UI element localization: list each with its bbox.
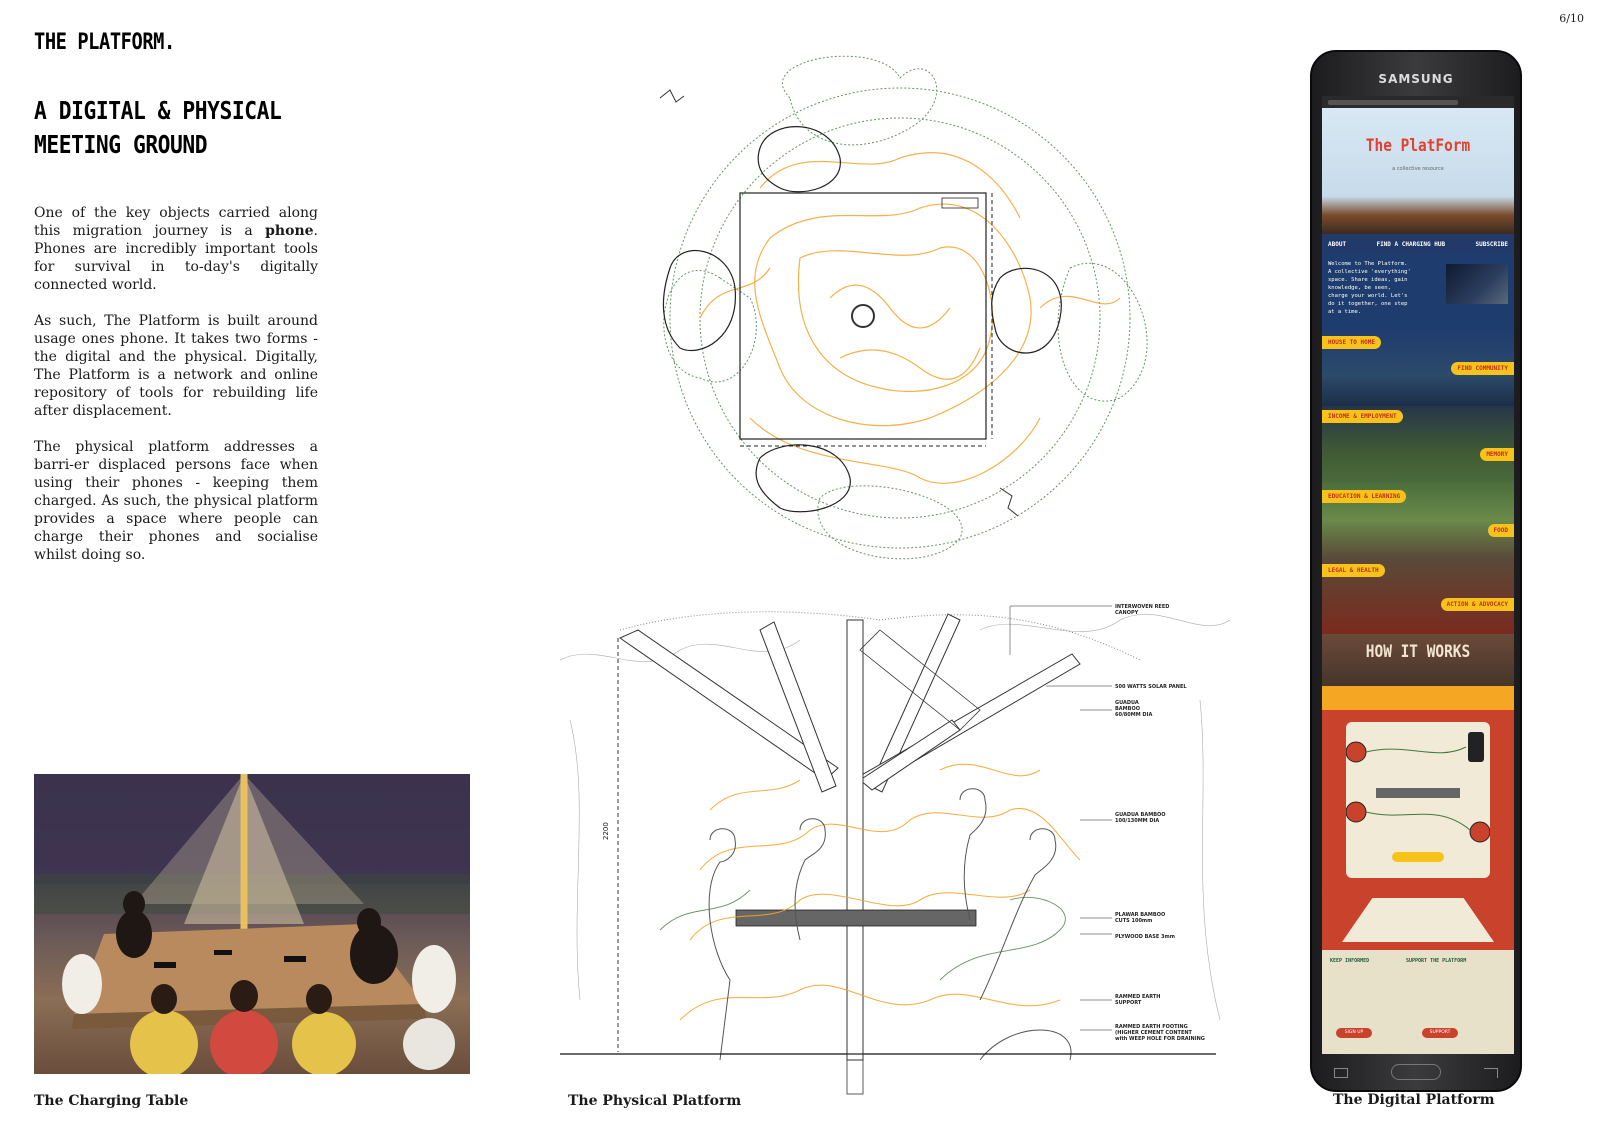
welcome-text: Welcome to The Platform. A collective 'everything' space. Share ideas, gain knowledge, be seen, charge your world. Let's do it together, one step at a time. (1328, 261, 1411, 315)
phone-mockup (1310, 50, 1522, 1092)
site-footer (1322, 950, 1514, 1054)
category-food: FOOD (1488, 524, 1514, 537)
category-find-community: FIND COMMUNITY (1451, 362, 1514, 375)
phone-screen (1322, 96, 1514, 1054)
home-button-icon (1391, 1064, 1441, 1080)
back-key-icon (1484, 1068, 1498, 1078)
plan-svg (600, 38, 1200, 578)
bamboo-structure (620, 614, 1080, 1060)
browser-url-bar (1322, 96, 1514, 108)
body-paragraph-3: The physical platform addresses a barri-er displaced persons face when using their phones - keeping them charged. As such, the physical platform provides a space where people can charge their phones and socialise whilst doing so. (34, 439, 318, 563)
page-title: THE PLATFORM. (34, 30, 175, 55)
section-svg (560, 600, 1240, 1120)
caption-charging-table: The Charging Table (34, 1093, 189, 1109)
plant-sketch-bottom (1000, 488, 1018, 516)
signup-button: SIGN UP (1336, 1028, 1372, 1038)
central-pole (852, 305, 874, 327)
orange-section-traces (680, 764, 1080, 1020)
svg-text:PLAWAR BAMBOOCUTS 100mm: PLAWAR BAMBOO CUTS 100mm (1115, 912, 1166, 924)
subtitle-line-2: MEETING GROUND (34, 130, 208, 159)
svg-text:GUADUA BAMBOO100/130MM DIA: GUADUA BAMBOO 100/130MM DIA (1115, 812, 1166, 824)
how-it-works-intro (1322, 686, 1514, 710)
svg-text:RAMMED EARTHSUPPORT: RAMMED EARTH SUPPORT (1115, 994, 1161, 1006)
body-paragraph-2: As such, The Platform is built around usage ones phone. It takes two forms - the digital and the physical. Digitally, The Platform is a network and online repository of tools for rebuilding life after displacement. (34, 313, 318, 419)
body-paragraph-1: One of the key objects carried along this migration journey is a phone. Phones are incredibly important tools for survival in to-day's digitally connected world. (34, 205, 318, 293)
nav-subscribe: SUBSCRIBE (1475, 240, 1508, 248)
category-legal-health: LEGAL & HEALTH (1322, 564, 1385, 577)
site-nav (1322, 234, 1514, 254)
nav-charging-hub: FIND A CHARGING HUB (1376, 240, 1446, 248)
welcome-map (1446, 264, 1508, 304)
category-band-2 (1322, 406, 1514, 482)
body-text (34, 204, 318, 582)
page-number: 6/10 (1559, 12, 1584, 25)
category-band-4 (1322, 558, 1514, 634)
page-subtitle (34, 94, 281, 162)
svg-text:PLYWOOD BASE 3mm: PLYWOOD BASE 3mm (1115, 934, 1175, 940)
how-it-works-diagram (1322, 710, 1514, 950)
caption-physical-platform: The Physical Platform (568, 1093, 742, 1109)
table-top (736, 910, 976, 926)
diagram-svg (1346, 722, 1490, 878)
footer-keep-informed: KEEP INFORMED (1330, 958, 1370, 964)
site-logo: The PlatForm (1365, 136, 1471, 156)
category-income-employment: INCOME & EMPLOYMENT (1322, 410, 1403, 423)
subtitle-line-1: A DIGITAL & PHYSICAL (34, 96, 282, 125)
welcome-section (1322, 254, 1514, 330)
diagram-card (1346, 722, 1490, 878)
height-value: 2200 (602, 822, 610, 840)
site-hero (1322, 108, 1514, 234)
category-action-advocacy: ACTION & ADVOCACY (1441, 598, 1514, 611)
site-tagline: a collective resource (1392, 166, 1444, 172)
platform-section-drawing (560, 600, 1240, 1120)
category-memory: MEMORY (1480, 448, 1514, 461)
plant-sketch-top (660, 90, 684, 102)
green-dashed-traces (664, 56, 1147, 559)
orange-traces (700, 153, 1120, 484)
phone-brand: SAMSUNG (1378, 72, 1454, 86)
reed-canopy (620, 612, 1140, 660)
footer-support: SUPPORT THE PLATFORM (1406, 958, 1467, 964)
charging-table-photo (34, 774, 470, 1074)
category-band-3 (1322, 482, 1514, 558)
category-house-to-home: HOUSE TO HOME (1322, 336, 1381, 349)
charging-table-illustration (34, 774, 470, 1074)
svg-text:500 WATTS SOLAR PANEL: 500 WATTS SOLAR PANEL (1115, 684, 1187, 690)
nav-about: ABOUT (1328, 240, 1347, 248)
support-button: SUPPORT (1422, 1028, 1458, 1038)
svg-text:RAMMED EARTH FOOTING(HIGHER CE: RAMMED EARTH FOOTING (HIGHER CEMENT CONTENT with WEEP HOLE FOR DRAINING (1115, 1024, 1205, 1042)
section-annotations (1115, 604, 1205, 1042)
menu-key-icon (1334, 1068, 1348, 1078)
diagram-platform-shape (1342, 898, 1494, 942)
svg-text:GUADUABAMBOO60/80MM DIA: GUADUA BAMBOO 60/80MM DIA (1115, 700, 1153, 718)
svg-text:INTERWOVEN REEDCANOPY: INTERWOVEN REED CANOPY (1115, 604, 1170, 616)
caption-digital-platform: The Digital Platform (1333, 1092, 1495, 1108)
platform-plan-drawing (600, 38, 1200, 578)
category-band-1 (1322, 330, 1514, 406)
how-it-works-title: HOW IT WORKS (1365, 642, 1471, 662)
category-education-learning: EDUCATION & LEARNING (1322, 490, 1406, 503)
how-it-works (1322, 634, 1514, 686)
